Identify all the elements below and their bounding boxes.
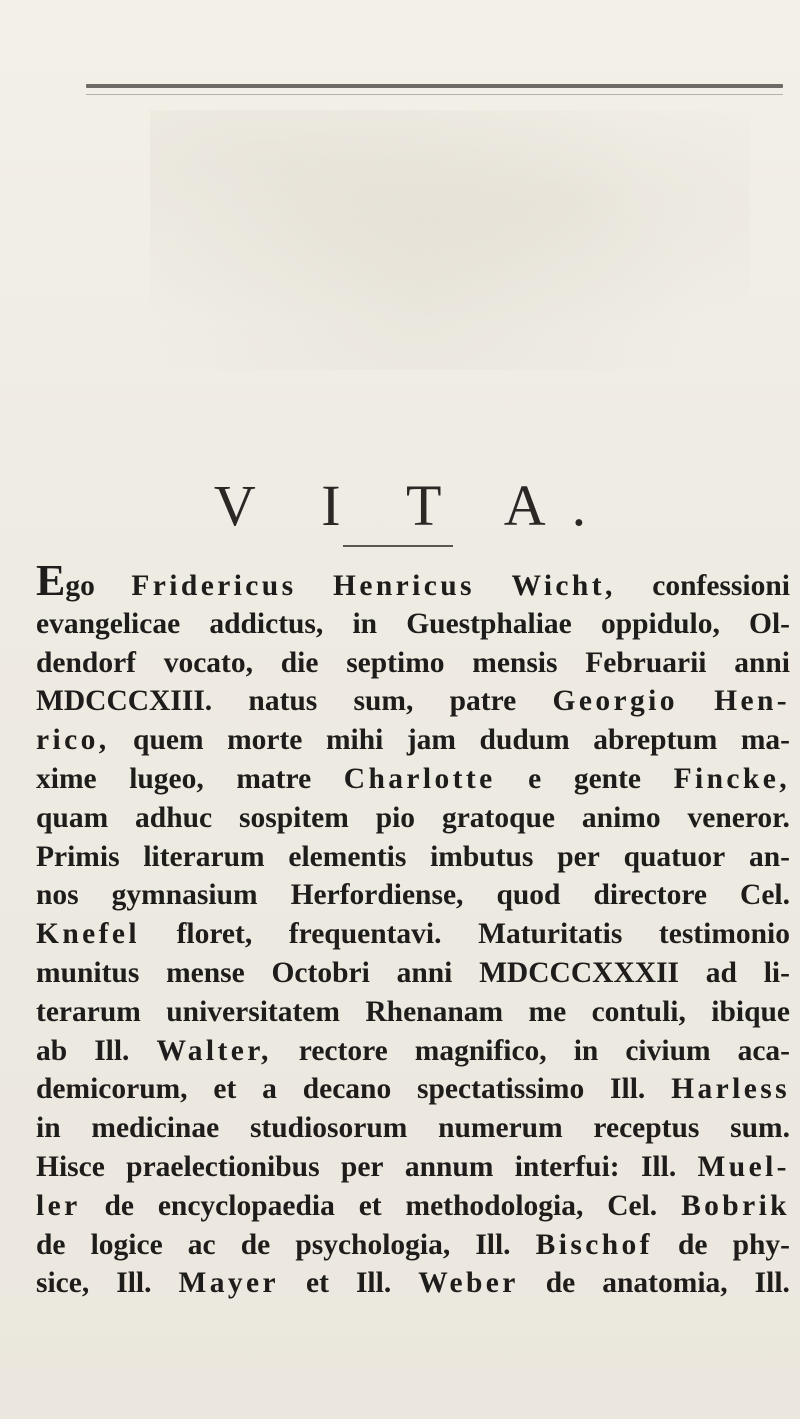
word: septimo [346, 646, 445, 679]
word: MDCCCXIII. [36, 685, 213, 718]
text-line [36, 1264, 790, 1303]
text-line [36, 760, 790, 799]
word: gratoque [441, 801, 556, 834]
word: Guestphaliae [406, 607, 572, 640]
word: ma- [740, 724, 790, 757]
word: et [213, 1073, 237, 1106]
name-word: Fridericus [131, 570, 297, 602]
word: adhuc [135, 801, 213, 834]
word: civium [625, 1034, 711, 1067]
text-line [36, 682, 790, 721]
word: frequentavi. [288, 918, 442, 951]
word: et [306, 1267, 329, 1300]
name-word: Bischof [535, 1228, 653, 1261]
word: me [528, 995, 567, 1028]
word: sice, [36, 1267, 90, 1300]
word: praelectionibus [126, 1150, 320, 1183]
name-word: rico, [36, 724, 110, 757]
word: vocato, [163, 646, 254, 679]
word: psychologia, [295, 1228, 451, 1261]
word: logice [90, 1228, 163, 1261]
word: dendorf [36, 646, 136, 679]
word: Octobri [271, 956, 370, 989]
text-line [36, 644, 790, 683]
word: sum, [353, 685, 414, 718]
text-line [36, 1226, 790, 1265]
word: gente [573, 762, 642, 795]
word: testimonio [658, 918, 790, 951]
word: Cel. [607, 1189, 658, 1222]
word: et [358, 1189, 382, 1222]
word: decano [302, 1073, 392, 1106]
top-rule [86, 84, 783, 88]
name-word: Walter, [156, 1034, 272, 1067]
word: studiosorum [249, 1112, 408, 1145]
word: quatuor [623, 840, 726, 873]
vita-text [36, 556, 790, 1303]
word: Maturitatis [478, 918, 623, 951]
word: die [280, 646, 319, 679]
word: Ill. [610, 1073, 646, 1106]
word: dudum [479, 724, 570, 757]
text-line [36, 799, 790, 838]
word: spectatissimo [417, 1073, 585, 1106]
word: pio [375, 801, 416, 834]
word: e [528, 762, 542, 795]
word: xime [36, 762, 97, 795]
word: mense [166, 956, 245, 989]
text-line [36, 1032, 790, 1071]
text-line [36, 1109, 790, 1148]
name-word: Hen- [714, 685, 790, 718]
text-line [36, 721, 790, 760]
name-word: Muel- [697, 1150, 790, 1183]
name-word: Harless [671, 1073, 790, 1106]
word: addictus, [209, 607, 324, 640]
word: munitus [36, 956, 140, 989]
word: Cel. [740, 879, 790, 912]
word: quem [133, 724, 204, 757]
word: demicorum, [36, 1073, 188, 1106]
word: in [573, 1034, 599, 1067]
page-title: V I T A. [213, 473, 613, 538]
word: de [36, 1228, 66, 1261]
name-word: Georgio [552, 685, 678, 718]
word: de [545, 1267, 576, 1300]
word: Ol- [749, 607, 790, 640]
top-rule-thin [86, 94, 783, 95]
text-line [36, 1187, 790, 1226]
text-line [36, 876, 790, 915]
text-line [36, 1148, 790, 1187]
word: anni [396, 956, 453, 989]
word: sum. [730, 1112, 790, 1145]
word: abreptum [593, 724, 718, 757]
word: magnifico, [414, 1034, 547, 1067]
word: aca- [737, 1034, 790, 1067]
word: medicinae [91, 1112, 220, 1145]
word: imbutus [430, 840, 534, 873]
name-word: Knefel [36, 918, 140, 951]
word: an- [748, 840, 790, 873]
title-rule [343, 545, 453, 547]
word: ad [705, 956, 737, 989]
word: Rhenanam [365, 995, 504, 1028]
word: terarum [36, 995, 141, 1028]
word: anatomia, [602, 1267, 728, 1300]
word: Ill. [116, 1267, 152, 1300]
name-word: Wicht, [511, 570, 616, 602]
word: jam [406, 724, 456, 757]
word: go [65, 570, 95, 602]
word: literarum [143, 840, 265, 873]
word: Primis [36, 840, 120, 873]
word: ab [36, 1034, 68, 1067]
name-word: Mayer [178, 1267, 280, 1300]
word: de [104, 1189, 134, 1222]
word: universitatem [166, 995, 340, 1028]
word: anni [734, 646, 790, 679]
word: in [352, 607, 378, 640]
word: li- [763, 956, 790, 989]
text-line [36, 915, 790, 954]
text-line [36, 605, 790, 644]
word: mensis [472, 646, 558, 679]
word: receptus [593, 1112, 700, 1145]
word: evangelicae [36, 607, 181, 640]
word: patre [449, 685, 517, 718]
word: MDCCCXXXII [479, 956, 680, 989]
word: de [677, 1228, 708, 1261]
word: directore [593, 879, 708, 912]
word: ibique [711, 995, 790, 1028]
word: confessioni [652, 570, 790, 602]
word: nos [36, 879, 79, 912]
word: Ill. [94, 1034, 130, 1067]
name-word: Weber [418, 1267, 519, 1300]
word: floret, [176, 918, 253, 951]
word: matre [236, 762, 312, 795]
word: sospitem [239, 801, 349, 834]
word: interfui: [514, 1150, 620, 1183]
word: contuli, [591, 995, 686, 1028]
text-line [36, 954, 790, 993]
word: per [557, 840, 600, 873]
word: Ill. [475, 1228, 511, 1261]
word: Hisce [36, 1150, 105, 1183]
word: numerum [438, 1112, 563, 1145]
word: methodologia, [405, 1189, 584, 1222]
word: Ill. [355, 1267, 392, 1300]
word: quod [496, 879, 561, 912]
name-word: Fincke, [673, 762, 790, 795]
text-line [36, 1070, 790, 1109]
word: gymnasium [111, 879, 258, 912]
word: veneror. [687, 801, 790, 834]
name-word: ler [36, 1189, 81, 1222]
word: Februarii [585, 646, 707, 679]
word: Ill. [754, 1267, 790, 1300]
word: per [340, 1150, 384, 1183]
word: mihi [325, 724, 384, 757]
word [36, 556, 95, 606]
text-line [36, 838, 790, 877]
word: phy- [732, 1228, 790, 1261]
name-word: Henricus [333, 570, 475, 602]
word: animo [581, 801, 661, 834]
name-word: Charlotte [343, 762, 496, 795]
word: elementis [288, 840, 407, 873]
word: annum [404, 1150, 494, 1183]
word: natus [248, 685, 318, 718]
name-word: Bobrik [681, 1189, 790, 1222]
word: morte [227, 724, 303, 757]
word: rectore [298, 1034, 388, 1067]
word: in [36, 1112, 61, 1145]
bleed-through-area [150, 110, 750, 370]
word: oppidulo, [600, 607, 720, 640]
text-line [36, 556, 790, 605]
text-line [36, 993, 790, 1032]
drop-initial: E [36, 556, 66, 605]
word: encyclopaedia [157, 1189, 335, 1222]
word: a [262, 1073, 277, 1106]
word: Ill. [640, 1150, 677, 1183]
word: de [240, 1228, 271, 1261]
word: Herfordiense, [290, 879, 464, 912]
word: lugeo, [129, 762, 204, 795]
word: quam [36, 801, 109, 834]
word: ac [187, 1228, 216, 1261]
